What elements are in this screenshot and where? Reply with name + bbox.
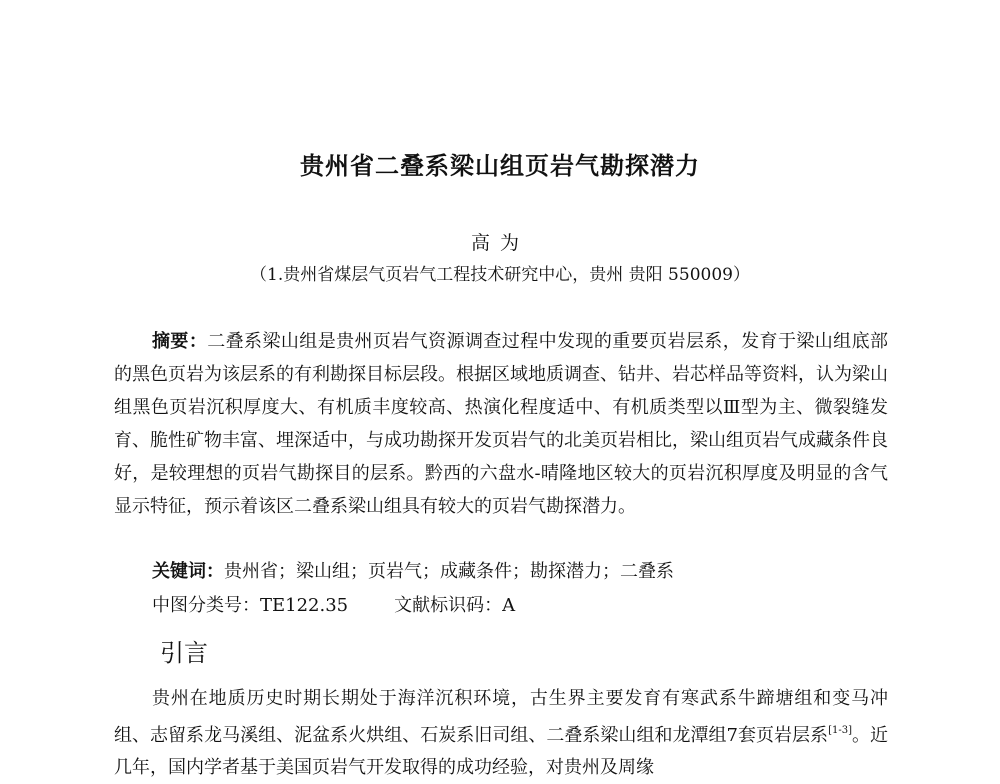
section-heading-introduction: 引言 xyxy=(160,639,208,667)
doc-code-label: 文献标识码： xyxy=(394,595,503,616)
keywords-label: 关键词： xyxy=(152,561,224,582)
intro-text-part1: 贵州在地质历史时期长期处于海洋沉积环境，古生界主要发育有寒武系牛蹄塘组和变马冲组、志留系龙马溪组、泥盆系火烘组、石炭系旧司组、二叠系梁山组和龙潭组7套页岩层系 xyxy=(114,688,888,746)
abstract-label: 摘要： xyxy=(152,331,208,352)
introduction-paragraph xyxy=(114,683,888,784)
intro-text-part2: 。近几年，国内学者基于美国页岩气开发取得的成功经验，对贵州及周缘 xyxy=(114,725,888,778)
clc-label: 中图分类号： xyxy=(152,595,260,616)
keywords-text: 贵州省；梁山组；页岩气；成藏条件；勘探潜力；二叠系 xyxy=(224,561,674,582)
author-affiliation: （1.贵州省煤层气页岩气工程技术研究中心，贵州 贵阳 550009） xyxy=(250,265,750,285)
abstract-paragraph xyxy=(114,325,888,523)
citation-reference: [1-3] xyxy=(828,725,852,736)
keywords-line xyxy=(152,557,674,583)
abstract-text: 二叠系梁山组是贵州页岩气资源调查过程中发现的重要页岩层系，发育于梁山组底部的黑色页岩为该层系的有利勘探目标层段。根据区域地质调查、钻井、岩芯样品等资料，认为梁山组黑色页岩沉积厚度大、有机质丰度较高、热演化程度适中、有机质类型以Ⅲ型为主、微裂缝发育、脆性矿物丰富、埋深适中，与成功勘探开发页岩气的北美页岩相比，梁山组页岩气成藏条件良好，是较理想的页岩气勘探目的层系。黔西的六盘水-晴隆地区较大的页岩沉积厚度及明显的含气显示特征，预示着该区二叠系梁山组具有较大的页岩气勘探潜力。 xyxy=(114,331,888,517)
paper-title: 贵州省二叠系梁山组页岩气勘探潜力 xyxy=(300,152,700,180)
author-name: 高为 xyxy=(470,232,529,254)
doc-code-value: A xyxy=(502,595,516,616)
classification-line xyxy=(152,591,515,617)
clc-value: TE122.35 xyxy=(260,595,349,616)
